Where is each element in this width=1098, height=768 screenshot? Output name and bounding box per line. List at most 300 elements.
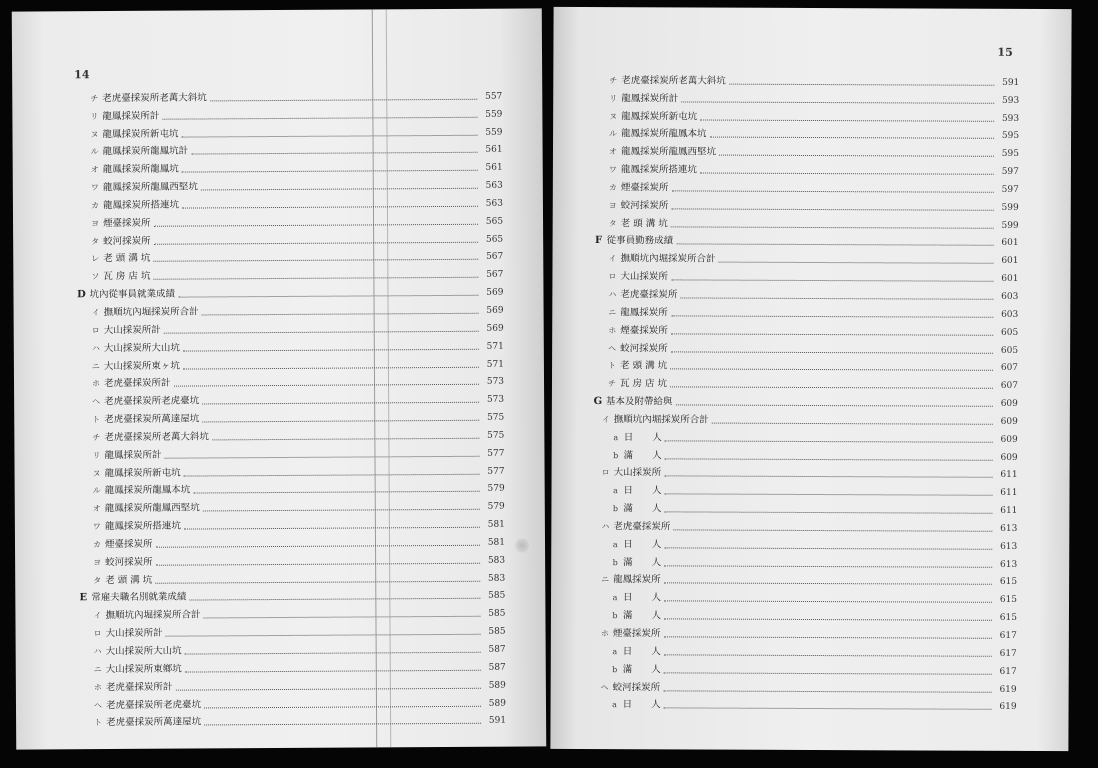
entry-page-number: 577 [487,466,505,477]
toc-entry [589,569,1017,589]
entry-marker: ヌ [92,468,101,478]
entry-title: 老虎臺採炭所 [613,521,671,533]
entry-title: 日 人 [623,538,662,551]
entry-title: 煙臺採炭所 [620,182,669,194]
dot-leader [202,419,479,423]
entry-title: 龍鳳採炭所龍鳳坑計 [102,145,189,158]
toc-entry [589,551,1017,571]
entry-page-number: 585 [488,626,506,637]
entry-page-number: 615 [999,577,1018,588]
dot-leader [175,686,480,690]
entry-page-number: 583 [487,555,506,566]
entry-marker: チ [90,93,99,103]
entry-marker: ロ [601,468,610,478]
entry-marker: チ [607,379,616,389]
toc-entry [589,587,1017,607]
dot-leader [185,651,481,655]
toc-section-heading [590,390,1018,410]
entry-marker: a [613,486,618,496]
entry-marker: ワ [608,165,617,175]
entry-title: 龍鳳採炭所 [620,306,668,319]
dot-leader [719,154,994,157]
dot-leader [164,454,479,458]
toc-entry [591,140,1019,160]
dot-leader [153,258,478,262]
entry-page-number: 561 [485,162,503,173]
entry-title: 煙臺採炭所 [104,538,153,551]
entry-page-number: 597 [1001,166,1019,177]
dot-leader [664,475,992,478]
right-page [550,7,1071,751]
dot-leader [665,457,993,460]
left-page [12,8,546,749]
dot-leader [670,368,993,371]
entry-page-number: 615 [999,595,1018,606]
toc-entry [589,515,1017,535]
dot-leader [676,243,993,246]
entry-marker: G [593,396,603,408]
dot-leader [670,386,993,389]
dot-leader [203,508,480,512]
toc-section-heading [591,230,1019,250]
toc-entry [590,265,1018,285]
entry-marker: ヘ [93,700,103,710]
dot-leader [671,332,993,335]
entry-title: 老虎臺採炭所 [620,289,678,301]
entry-page-number: 571 [486,341,504,352]
dot-leader [712,421,993,424]
dot-leader [680,296,993,299]
entry-marker: ホ [93,682,102,692]
entry-marker: F [595,235,603,247]
entry-title: 龍鳳採炭所龍鳳本坑 [621,128,707,140]
entry-page-number: 585 [488,608,506,620]
entry-marker: ヌ [609,111,618,121]
entry-page-number: 569 [486,287,504,298]
entry-title: 龍鳳採炭所 [613,574,661,586]
entry-title: 龍鳳採炭所計 [102,110,160,122]
toc-entry [589,676,1017,696]
entry-page-number: 617 [999,630,1017,641]
entry-title: 撫順坑內堀採炭所合計 [620,253,716,265]
entry-marker: ホ [91,379,101,389]
dot-leader [191,151,477,155]
entry-marker: ト [608,361,617,371]
entry-marker: b [612,664,618,674]
dot-leader [189,597,480,601]
entry-marker: ソ [91,272,100,282]
entry-title: 從事員勤務成績 [606,235,674,247]
entry-page-number: 603 [1001,291,1019,302]
entry-title: 日 人 [623,431,662,444]
entry-marker: ヨ [93,557,102,567]
entry-title: 大山採炭所計 [103,324,161,336]
entry-marker: a [612,539,618,549]
dot-leader [154,223,478,227]
dot-leader [719,261,994,264]
entry-title: 滿 人 [623,556,662,568]
entry-title: 老虎臺採炭所老萬大斜坑 [102,92,207,104]
entry-title: 龍鳳採炭所龍鳳西堅坑 [102,181,198,194]
dot-leader [671,225,994,228]
dot-leader [210,98,477,102]
entry-title: 大山採炭所大山坑 [103,342,180,354]
entry-page-number: 563 [485,198,503,209]
dot-leader [156,562,480,566]
entry-marker: ワ [92,522,101,532]
entry-marker: ハ [608,290,617,300]
dot-leader [164,330,479,334]
entry-page-number: 593 [1001,113,1020,124]
entry-title: 龍鳳採炭所搭連坑 [102,199,179,211]
dot-leader [155,579,480,583]
entry-title: 龍鳳採炭所新屯坑 [621,110,698,123]
entry-page-number: 589 [488,698,507,709]
entry-marker: b [613,450,619,460]
entry-title: 坑內從事員就業成績 [89,288,176,301]
entry-page-number: 609 [1000,416,1018,427]
entry-page-number: 607 [1000,381,1018,392]
entry-title: 瓦 房 店 坑 [103,271,151,283]
dot-leader [664,600,992,603]
entry-title: 老虎臺採炭所萬達屋坑 [104,413,200,426]
entry-page-number: 615 [999,612,1017,624]
entry-marker: ヘ [92,397,101,407]
entry-page-number: 617 [999,648,1017,659]
entry-title: 日 人 [622,699,661,711]
entry-page-number: 571 [486,359,504,370]
dot-leader [664,510,992,513]
entry-title: 日 人 [623,592,662,604]
entry-title: 滿 人 [622,663,661,676]
entry-title: 老虎臺採炭所計 [103,378,171,390]
entry-page-number: 591 [488,715,507,727]
entry-title: 老虎臺採炭所萬達屋坑 [106,716,202,729]
entry-title: 蛟河採炭所 [105,556,153,568]
entry-title: 大山採炭所計 [105,627,163,640]
entry-marker: タ [91,236,100,246]
entry-marker: ル [90,147,99,157]
toc-entry [590,337,1018,357]
dot-leader [681,100,994,103]
entry-page-number: 611 [1000,488,1018,499]
entry-marker: ト [94,718,103,728]
entry-marker: タ [93,575,102,585]
entry-marker: チ [609,75,618,85]
entry-page-number: 559 [485,109,503,120]
entry-marker: ニ [91,361,100,371]
toc-entry [591,105,1019,125]
dot-leader [665,493,993,496]
entry-title: 龍鳳採炭所計 [621,92,679,105]
entry-marker: オ [608,147,618,157]
entry-marker: ホ [608,325,617,335]
entry-title: 撫順坑內堀採炭所合計 [613,414,709,426]
entry-marker: ニ [608,307,617,317]
entry-marker: ホ [600,629,609,639]
dot-leader [700,118,994,121]
toc-entry [591,176,1019,196]
toc-list [589,69,1020,713]
dot-leader [664,707,992,710]
toc-entry [590,444,1018,464]
entry-page-number: 611 [1000,505,1018,516]
dot-leader [671,279,993,282]
entry-title: 老 頭 溝 坑 [620,360,668,372]
entry-page-number: 597 [1001,184,1019,195]
dot-leader [212,437,479,441]
entry-page-number: 595 [1001,131,1020,142]
entry-page-number: 567 [486,269,504,281]
entry-title: 大山採炭所 [620,271,668,283]
entry-marker: オ [92,504,101,514]
entry-title: 滿 人 [623,503,662,515]
dot-leader [664,564,992,567]
entry-page-number: 583 [488,573,506,584]
entry-marker: a [613,432,619,442]
entry-title: 龍鳳採炭所計 [104,449,162,461]
dot-leader [203,615,480,619]
dot-leader [156,544,480,548]
entry-title: 老 頭 溝 坑 [620,217,668,229]
entry-marker: ロ [608,272,617,282]
entry-title: 龍鳳採炭所龍鳳本坑 [104,484,191,497]
toc-entry [590,408,1018,428]
dot-leader [664,618,992,621]
entry-page-number: 609 [1000,452,1018,463]
toc-entry [590,247,1018,267]
entry-page-number: 575 [487,412,505,423]
toc-entry [589,479,1017,499]
dot-leader [700,172,994,175]
ink-smudge [515,538,529,552]
entry-marker: ト [92,415,101,425]
entry-marker: ハ [91,343,100,353]
dot-leader [166,633,481,637]
entry-page-number: 561 [485,145,503,156]
toc-entry [589,694,1017,714]
entry-title: 老 頭 溝 坑 [103,253,151,265]
entry-marker: ハ [93,647,102,657]
dot-leader [664,671,992,674]
entry-page-number: 579 [487,484,505,495]
entry-page-number: 585 [488,591,506,602]
dot-leader [710,136,994,139]
entry-marker: イ [91,308,100,318]
dot-leader [729,82,994,85]
entry-marker: カ [90,201,99,211]
entry-marker: レ [91,254,100,264]
entry-marker: チ [92,432,101,443]
dot-leader [663,635,991,638]
entry-title: 老虎臺採炭所老虎臺坑 [104,395,200,408]
entry-page-number: 575 [487,430,505,441]
entry-page-number: 607 [1000,363,1019,374]
entry-title: 龍鳳採炭所龍鳳西堅坑 [620,146,717,158]
entry-page-number: 603 [1001,309,1019,320]
toc-list [72,85,506,730]
entry-title: 蛟河採炭所 [103,235,151,247]
dot-leader [182,169,478,173]
entry-marker: b [612,611,618,621]
dot-leader [671,350,993,353]
entry-page-number: 581 [487,519,505,530]
entry-marker: ロ [93,629,102,639]
dot-leader [671,207,993,210]
entry-title: 日 人 [623,485,662,497]
entry-title: 老虎臺採炭所老萬大斜坑 [621,75,726,87]
entry-title: 撫順坑內堀採炭所合計 [105,609,201,622]
entry-marker: a [612,700,617,710]
dot-leader [201,187,478,191]
toc-entry [590,355,1018,375]
dot-leader [664,546,992,549]
dot-leader [182,205,478,209]
entry-page-number: 573 [486,376,505,388]
entry-marker: E [79,592,88,604]
toc-entry [591,123,1019,143]
entry-page-number: 581 [487,537,506,548]
entry-title: 老 頭 溝 坑 [105,574,153,586]
entry-title: 大山採炭所大山坑 [105,645,182,658]
entry-title: 龍鳳採炭所新屯坑 [104,467,181,479]
toc-entry [589,640,1017,660]
toc-entry [589,622,1017,642]
entry-marker: リ [92,450,101,460]
entry-page-number: 591 [1002,77,1020,88]
dot-leader [184,526,480,530]
dot-leader [154,240,478,244]
toc-entry [589,497,1017,517]
dot-leader [675,403,992,406]
entry-page-number: 563 [485,180,503,191]
entry-marker: オ [90,165,99,175]
entry-page-number: 605 [1000,345,1019,356]
entry-page-number: 579 [487,501,505,512]
toc-entry [590,319,1018,339]
entry-marker: イ [601,414,610,424]
entry-title: 煙臺採炭所 [620,324,668,337]
entry-page-number: 593 [1002,95,1020,106]
entry-title: 大山採炭所東ヶ坑 [103,360,180,372]
entry-marker: タ [608,218,617,228]
dot-leader [664,653,992,656]
entry-page-number: 589 [488,680,506,691]
entry-title: 龍鳳採炭所搭連坑 [104,520,181,533]
entry-marker: ヘ [600,682,609,692]
entry-page-number: 613 [1000,523,1018,534]
toc-entry [589,658,1017,678]
entry-title: 龍鳳採炭所龍鳳西堅坑 [104,502,200,515]
entry-page-number: 569 [486,305,504,316]
entry-marker: リ [609,93,618,103]
entry-title: 龍鳳採炭所新屯坑 [102,128,179,140]
toc-entry [590,372,1018,392]
entry-marker: ニ [93,664,102,674]
entry-title: 瓦 房 店 坑 [619,378,668,390]
entry-page-number: 573 [486,394,505,405]
entry-page-number: 599 [1001,202,1019,213]
entry-marker: D [77,289,86,301]
entry-page-number: 577 [487,448,505,459]
entry-page-number: 567 [486,252,504,263]
dot-leader [183,347,479,351]
entry-page-number: 595 [1001,149,1020,160]
toc-entry [590,426,1018,446]
dot-leader [202,312,479,316]
toc-entry [591,194,1019,214]
dot-leader [204,704,481,708]
entry-marker: a [612,646,618,657]
dot-leader [673,528,992,531]
entry-page-number: 559 [485,127,503,138]
dot-leader [665,439,993,442]
dot-leader [184,472,480,476]
entry-page-number: 613 [1000,541,1018,552]
toc-entry [591,212,1019,232]
entry-title: 老虎臺採炭所計 [105,681,173,693]
dot-leader [193,490,479,494]
entry-title: 大山採炭所 [613,467,662,479]
entry-title: 基本及附帶給與 [605,396,673,408]
page-number: 14 [74,68,90,82]
entry-title: 蛟河採炭所 [612,681,661,693]
entry-page-number: 619 [999,702,1017,713]
entry-title: 蛟河採炭所 [620,199,669,212]
entry-marker: ハ [601,522,610,532]
entry-marker: b [612,557,618,567]
entry-page-number: 611 [1000,470,1018,481]
entry-page-number: 565 [485,216,504,227]
entry-title: 滿 人 [622,610,662,622]
entry-title: 煙臺採炭所 [612,628,661,640]
entry-title: 常雇夫職名別就業成績 [91,592,187,604]
dot-leader [153,276,478,280]
entry-page-number: 605 [1000,327,1019,338]
entry-marker: ロ [91,325,100,335]
dot-leader [185,669,481,673]
toc-entry [590,301,1018,321]
entry-page-number: 609 [1000,434,1018,445]
entry-title: 蛟河採炭所 [620,342,668,354]
dot-leader [178,294,478,298]
entry-title: 老虎臺採炭所老虎臺坑 [105,699,202,711]
entry-title: 老虎臺採炭所老萬大斜坑 [104,431,209,443]
toc-entry [590,283,1018,303]
dot-leader [162,115,477,119]
toc-entry [589,604,1017,624]
entry-page-number: 613 [999,559,1018,570]
entry-page-number: 587 [488,662,506,673]
dot-leader [174,383,479,387]
entry-page-number: 601 [1001,273,1019,285]
dot-leader [671,314,993,317]
dot-leader [182,133,478,137]
dot-leader [183,365,479,369]
dot-leader [204,722,481,726]
entry-title: 龍鳳採炭所龍鳳坑 [102,163,179,176]
entry-page-number: 557 [485,91,503,102]
entry-page-number: 587 [488,644,506,655]
toc-entry [591,158,1019,178]
dot-leader [664,582,992,585]
entry-marker: ヨ [608,200,617,210]
entry-page-number: 601 [1001,238,1019,249]
entry-marker: ニ [601,575,610,585]
entry-marker: リ [90,111,99,121]
entry-page-number: 601 [1001,256,1019,267]
entry-page-number: 565 [485,234,504,245]
